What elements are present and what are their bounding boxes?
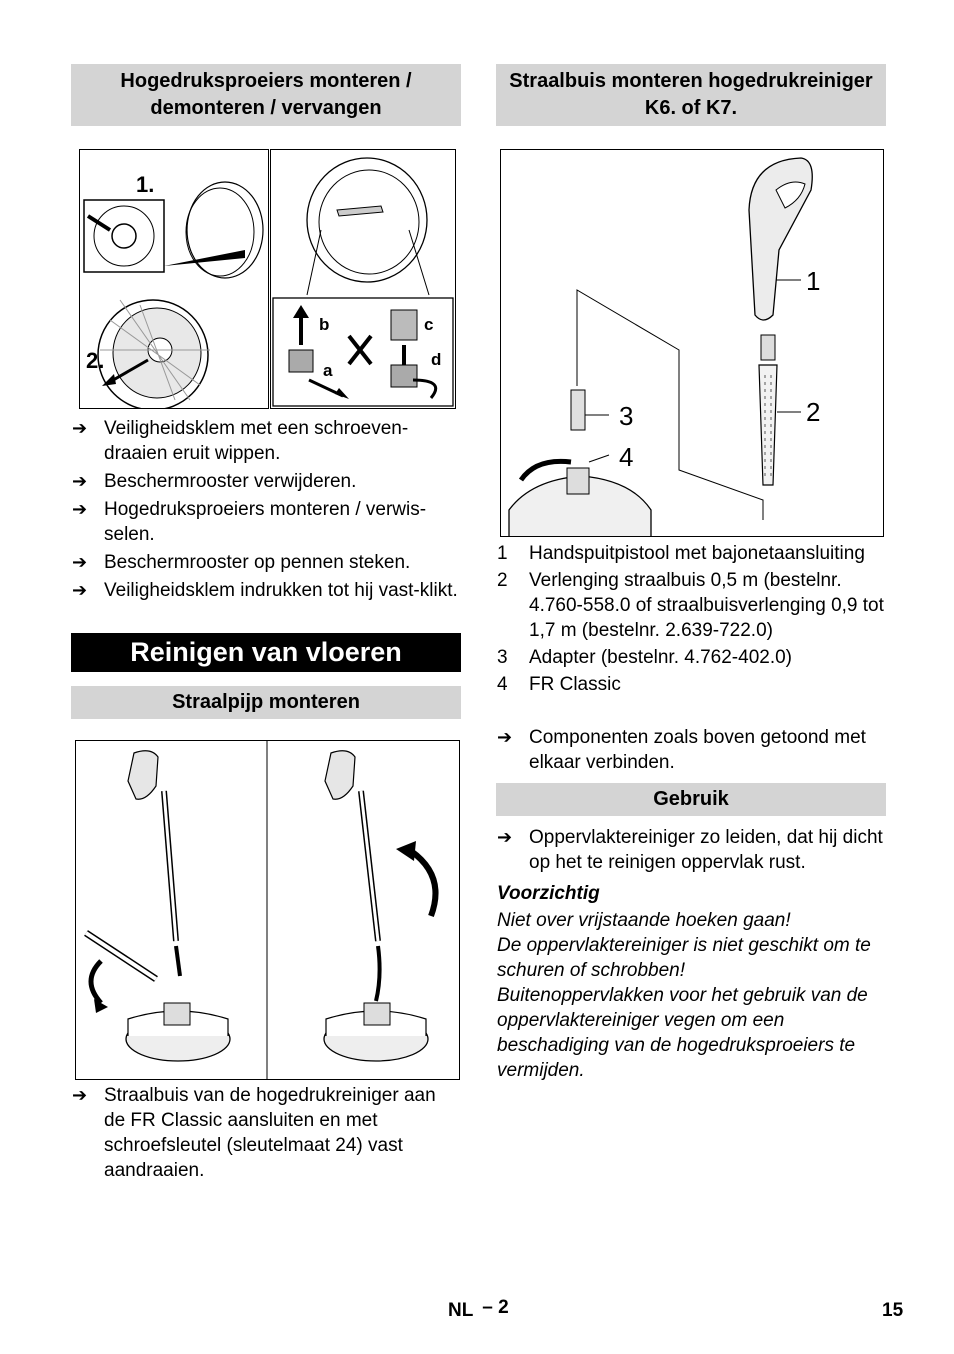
label-4: 4 bbox=[619, 442, 634, 472]
label-step-2: 2. bbox=[86, 348, 105, 373]
step-text: Componenten zoals boven getoond met elkaar verbinden. bbox=[529, 727, 866, 773]
part-item bbox=[497, 568, 887, 643]
footer-lang-code: NL bbox=[448, 1300, 473, 1321]
figure-components bbox=[500, 149, 884, 537]
label-step-1: 1. bbox=[136, 172, 155, 197]
arrow-right-icon: ➔ bbox=[72, 580, 88, 600]
caution-line-3: Buitenoppervlakken voor het gebruik van de oppervlaktereiniger vegen om een beschadiging van de hogedruksproeiers te vermijden. bbox=[497, 985, 868, 1081]
arrow-right-icon: ➔ bbox=[72, 552, 88, 572]
step-item bbox=[72, 1083, 462, 1183]
step-text: Straalbuis van de hogedrukreiniger aan de FR Classic aansluiten en met schroefsleutel (sleutelmaat 24) vast aandraaien. bbox=[104, 1085, 436, 1181]
heading-nozzles-text: Hogedruksproeiers monteren / demonteren / vervangen bbox=[120, 70, 412, 119]
step-item bbox=[72, 497, 462, 547]
step-item bbox=[497, 825, 887, 875]
step-text: Veiligheidsklem indrukken tot hij vast-klikt. bbox=[104, 580, 458, 601]
footer-section: – 2 bbox=[482, 1297, 509, 1318]
part-text: Adapter (bestelnr. 4.762-402.0) bbox=[529, 647, 793, 668]
heading-gebruik bbox=[496, 783, 886, 816]
heading-k6-k7 bbox=[496, 64, 886, 126]
label-b: b bbox=[319, 315, 330, 334]
part-number: 4 bbox=[497, 674, 508, 695]
nozzle-guard-removal-drawing bbox=[80, 150, 268, 408]
footer-lang bbox=[448, 1297, 509, 1322]
part-text: Verlenging straalbuis 0,5 m (bestelnr. 4.760-558.0 of straalbuisverlenging 0,9 tot 1,7 m (bestelnr. 2.639-722.0) bbox=[529, 570, 884, 641]
heading-straalpijp-text: Straalpijp monteren bbox=[172, 691, 360, 713]
steps-straalpijp bbox=[72, 1083, 462, 1186]
arrow-right-icon: ➔ bbox=[72, 418, 88, 438]
section-title bbox=[71, 633, 461, 672]
page-number: 15 bbox=[882, 1300, 904, 1321]
label-1: 1 bbox=[806, 266, 821, 296]
step-item bbox=[72, 416, 462, 466]
parts-list bbox=[497, 541, 887, 699]
part-number: 3 bbox=[497, 647, 508, 668]
label-c: c bbox=[424, 315, 434, 334]
heading-k6-k7-text: Straalbuis monteren hogedrukreiniger K6. of K7. bbox=[509, 70, 873, 119]
figure-lance-mounting bbox=[75, 740, 460, 1080]
label-2: 2 bbox=[806, 397, 821, 427]
caution-title: Voorzichtig bbox=[497, 883, 600, 904]
part-number: 2 bbox=[497, 570, 508, 591]
heading-straalpijp bbox=[71, 686, 461, 719]
arrow-right-icon: ➔ bbox=[72, 499, 88, 519]
step-item bbox=[72, 550, 462, 575]
part-item bbox=[497, 541, 887, 566]
step-item bbox=[497, 725, 887, 775]
step-text: Veiligheidsklem met een schroeven-draaien eruit wippen. bbox=[104, 418, 409, 464]
nozzle-replacement-drawing bbox=[271, 150, 455, 408]
lance-mounting-drawing bbox=[76, 741, 459, 1079]
step-text: Beschermrooster verwijderen. bbox=[104, 471, 357, 492]
heading-nozzles bbox=[71, 64, 461, 126]
components-drawing bbox=[501, 150, 883, 536]
steps-use bbox=[497, 825, 887, 878]
part-number: 1 bbox=[497, 543, 508, 564]
step-item bbox=[72, 469, 462, 494]
figure-nozzle-replacement bbox=[270, 149, 456, 409]
step-text: Oppervlaktereiniger zo leiden, dat hij dicht op het te reinigen oppervlak rust. bbox=[529, 827, 883, 873]
steps-nozzles bbox=[72, 416, 462, 606]
section-title-text: Reinigen van vloeren bbox=[130, 637, 402, 667]
arrow-right-icon: ➔ bbox=[72, 1085, 88, 1105]
arrow-right-icon: ➔ bbox=[497, 727, 513, 747]
part-text: Handspuitpistool met bajonetaansluiting bbox=[529, 543, 865, 564]
label-3: 3 bbox=[619, 401, 634, 431]
part-item bbox=[497, 672, 887, 697]
step-item bbox=[72, 578, 462, 603]
figure-nozzle-guard-removal bbox=[79, 149, 269, 409]
label-d: d bbox=[431, 350, 442, 369]
heading-gebruik-text: Gebruik bbox=[653, 788, 729, 810]
label-a: a bbox=[323, 361, 333, 380]
step-text: Beschermrooster op pennen steken. bbox=[104, 552, 411, 573]
step-text: Hogedruksproeiers monteren / verwis-selen. bbox=[104, 499, 427, 545]
part-item bbox=[497, 645, 887, 670]
arrow-right-icon: ➔ bbox=[72, 471, 88, 491]
caution-line-1: Niet over vrijstaande hoeken gaan! bbox=[497, 910, 791, 931]
part-text: FR Classic bbox=[529, 674, 621, 695]
caution-line-2: De oppervlaktereiniger is niet geschikt om te schuren of schrobben! bbox=[497, 935, 871, 981]
arrow-right-icon: ➔ bbox=[497, 827, 513, 847]
steps-connect bbox=[497, 725, 887, 778]
